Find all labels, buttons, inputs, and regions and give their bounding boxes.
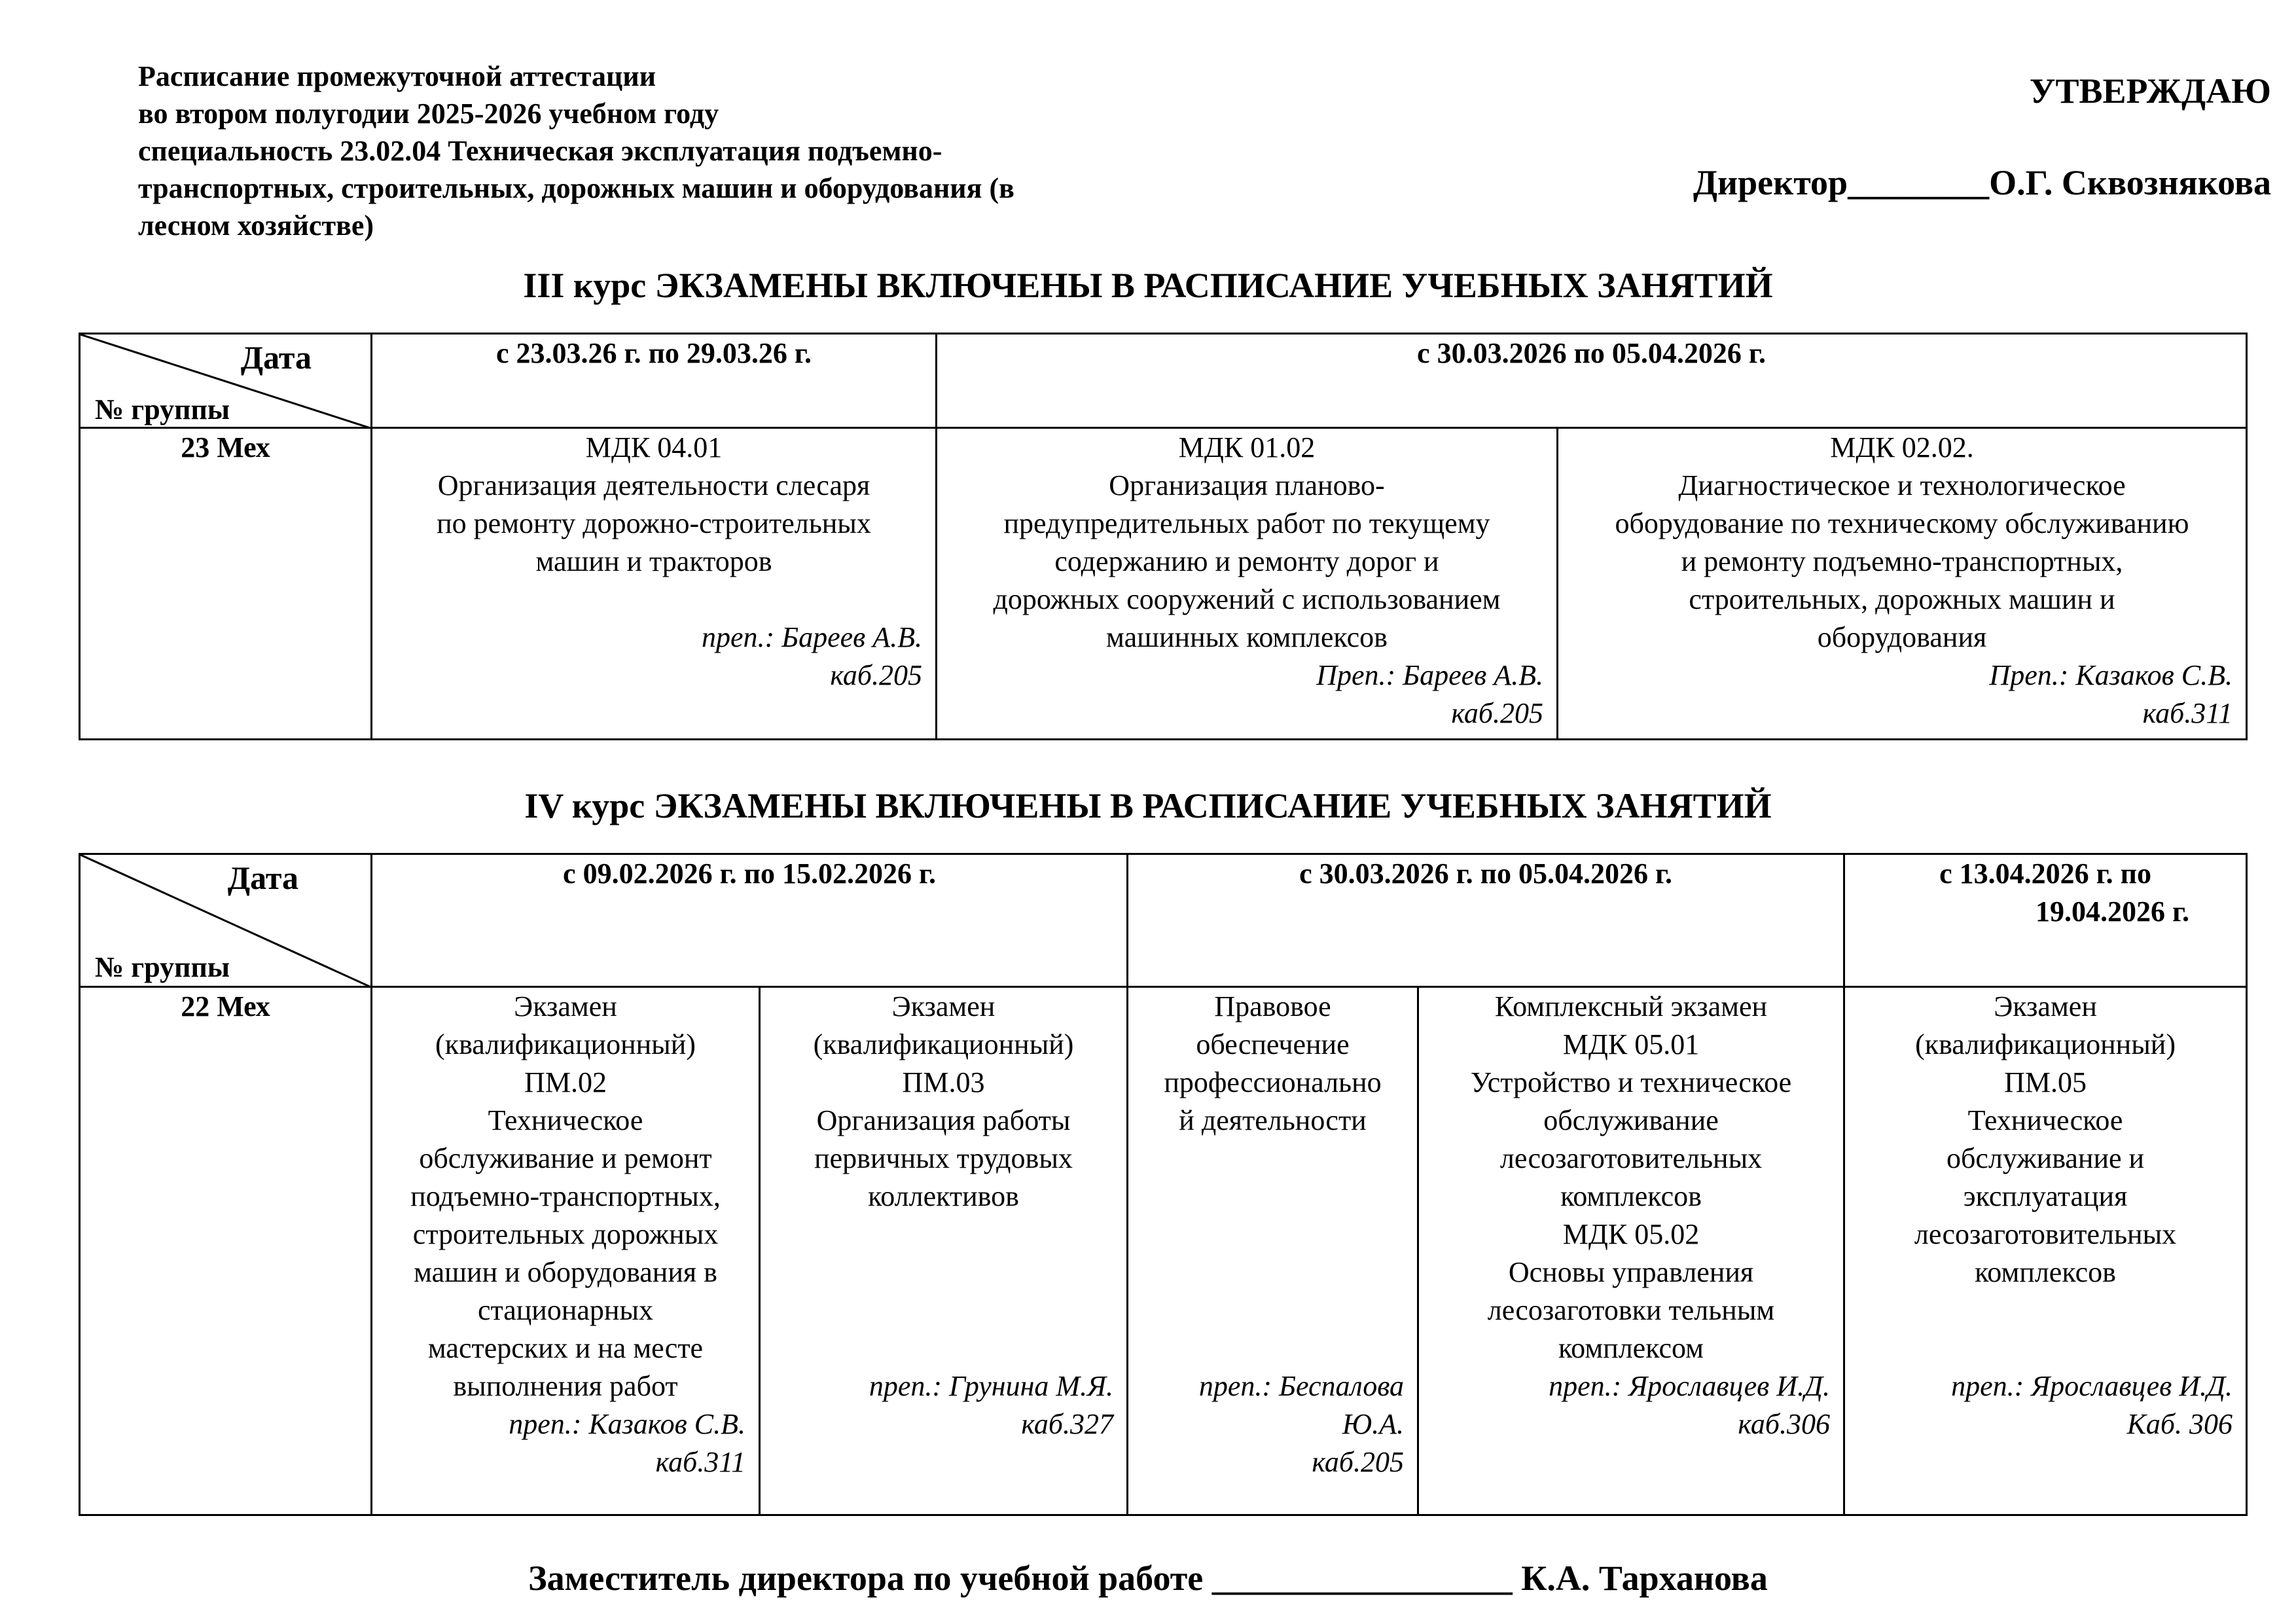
room: каб.311 (2142, 697, 2233, 729)
subject-line: предупредительных работ по текущему (1003, 507, 1490, 539)
group-name: 22 Мех (80, 987, 372, 1515)
subject-line: Основы управления (1508, 1256, 1754, 1288)
subject-line: профессионально (1164, 1066, 1382, 1098)
exam-cell (760, 987, 1128, 1515)
director-signature-line: Директор________О.Г. Сквознякова (1693, 163, 2271, 202)
subject-line: комплексов (1975, 1256, 2116, 1288)
room: каб.205 (830, 659, 922, 691)
period-line: 19.04.2026 г. (2036, 895, 2190, 928)
document-header (138, 58, 1198, 244)
teacher: преп.: Беспалова (1198, 1370, 1405, 1402)
subject-line: лесозаготовительных (1499, 1142, 1763, 1174)
subject-line: машинных комплексов (1106, 621, 1388, 653)
period-header: с 30.03.2026 по 05.04.2026 г. (937, 334, 2247, 428)
date-label: Дата (240, 339, 312, 376)
subject-line: оборудование по техническому обслуживанию (1615, 507, 2189, 539)
teacher: Преп.: Казаков С.В. (1989, 659, 2233, 691)
subject-line: МДК 05.02 (1562, 1218, 1700, 1250)
exam-cell (1128, 987, 1418, 1515)
room: Ю.А. (1342, 1408, 1405, 1440)
subject-line: и ремонту подъемно-транспортных, (1681, 545, 2123, 577)
room: каб.205 (1451, 697, 1543, 729)
subject-line: содержанию и ремонту дорог и (1054, 545, 1439, 577)
exam-cell (1844, 987, 2247, 1515)
subject-line: дорожных сооружений с использованием (993, 583, 1501, 615)
subject-line: лесозаготовки тельным (1487, 1294, 1775, 1326)
subject-line: комплексов (1560, 1180, 1702, 1212)
subject-line: Организация работы (816, 1104, 1071, 1136)
subject-line: ПМ.03 (902, 1066, 985, 1098)
subject-line: МДК 01.02 (1178, 431, 1316, 463)
subject-line: первичных трудовых (814, 1142, 1073, 1174)
course4-schedule-table (79, 853, 2248, 1516)
room: каб.205 (1312, 1446, 1405, 1478)
subject-line: стационарных (477, 1294, 654, 1326)
subject-line: Устройство и техническое (1470, 1066, 1792, 1098)
teacher: преп.: Ярославцев И.Д. (1549, 1370, 1831, 1402)
teacher: преп.: Грунина М.Я. (869, 1370, 1114, 1402)
subject-line: выполнения работ (453, 1370, 678, 1402)
subject-line: Диагностическое и технологическое (1678, 469, 2126, 501)
subject-line: строительных дорожных (412, 1218, 719, 1250)
subject-line: Организация деятельности слесаря (437, 469, 870, 501)
course3-title: III курс ЭКЗАМЕНЫ ВКЛЮЧЕНЫ В РАСПИСАНИЕ УЧЕБНЫХ ЗАНЯТИЙ (523, 266, 1773, 305)
header-line: лесном хозяйстве) (138, 209, 374, 242)
period-header: с 23.03.26 г. по 29.03.26 г. (372, 334, 937, 428)
subject-line: ПМ.02 (524, 1066, 607, 1098)
subject-line: (квалификационный) (813, 1028, 1074, 1060)
subject-line: строительных, дорожных машин и (1689, 583, 2115, 615)
subject-line: Правовое (1214, 990, 1331, 1022)
subject-line: обеспечение (1196, 1028, 1350, 1060)
subject-line: (квалификационный) (1915, 1028, 2176, 1060)
period-header: с 09.02.2026 г. по 15.02.2026 г. (372, 854, 1128, 987)
subject-line: оборудования (1817, 621, 1987, 653)
subject-line: й деятельности (1179, 1104, 1367, 1136)
group-label: № группы (95, 393, 230, 425)
subject-line: ПМ.05 (2004, 1066, 2087, 1098)
approve-stamp: УТВЕРЖДАЮ (2029, 71, 2271, 111)
subject-line: по ремонту дорожно-строительных (437, 507, 871, 539)
header-line: во втором полугодии 2025-2026 учебном году (138, 98, 719, 130)
subject-line: Экзамен (1994, 990, 2097, 1022)
exam-cell (1418, 987, 1844, 1515)
room: каб.327 (1021, 1408, 1114, 1440)
subject-line: эксплуатация (1963, 1180, 2128, 1212)
subject-line: МДК 04.01 (585, 431, 723, 463)
exam-cell (937, 428, 1558, 740)
room: каб.306 (1738, 1408, 1831, 1440)
subject-line: коллективов (868, 1180, 1019, 1212)
deputy-director-signature-line: Заместитель директора по учебной работе _________________ К.А. Тарханова (528, 1559, 1768, 1598)
room: Каб. 306 (2126, 1408, 2233, 1440)
subject-line: обслуживание и ремонт (419, 1142, 712, 1174)
subject-line: МДК 02.02. (1830, 431, 1974, 463)
period-header (1844, 854, 2247, 987)
exam-cell (372, 428, 937, 740)
exam-cell (1558, 428, 2247, 740)
group-name: 23 Мех (80, 428, 372, 740)
subject-line: обслуживание (1543, 1104, 1719, 1136)
header-line: транспортных, строительных, дорожных машин и оборудования (в (138, 172, 1014, 204)
teacher: преп.: Казаков С.В. (509, 1408, 745, 1440)
room: каб.311 (655, 1446, 745, 1478)
course3-schedule-table (79, 333, 2248, 740)
subject-line: МДК 05.01 (1562, 1028, 1700, 1060)
teacher: преп.: Ярославцев И.Д. (1951, 1370, 2233, 1402)
subject-line: лесозаготовительных (1914, 1218, 2177, 1250)
date-group-header (80, 854, 372, 987)
subject-line: мастерских и на месте (427, 1332, 704, 1364)
date-group-header (80, 334, 372, 428)
subject-line: Организация планово- (1109, 469, 1385, 501)
teacher: Преп.: Бареев А.В. (1316, 659, 1543, 691)
exam-cell (372, 987, 760, 1515)
subject-line: подъемно-транспортных, (410, 1180, 721, 1212)
subject-line: (квалификационный) (435, 1028, 696, 1060)
date-label: Дата (227, 859, 298, 896)
subject-line: Экзамен (514, 990, 617, 1022)
subject-line: обслуживание и (1946, 1142, 2145, 1174)
teacher: преп.: Бареев А.В. (701, 621, 922, 653)
subject-line: машин и оборудования в (414, 1256, 717, 1288)
subject-line: комплексом (1558, 1332, 1704, 1364)
header-line: специальность 23.02.04 Техническая эксплуатация подъемно- (138, 135, 942, 167)
period-line: с 13.04.2026 г. по (1939, 857, 2151, 890)
subject-line: Техническое (488, 1104, 643, 1136)
period-header: с 30.03.2026 г. по 05.04.2026 г. (1128, 854, 1844, 987)
group-label: № группы (95, 951, 230, 983)
subject-line: Техническое (1967, 1104, 2123, 1136)
subject-line: Экзамен (891, 990, 996, 1022)
subject-line: машин и тракторов (535, 545, 772, 577)
course4-title: IV курс ЭКЗАМЕНЫ ВКЛЮЧЕНЫ В РАСПИСАНИЕ УЧЕБНЫХ ЗАНЯТИЙ (524, 786, 1772, 825)
header-line: Расписание промежуточной аттестации (138, 60, 656, 92)
subject-line: Комплексный экзамен (1494, 990, 1768, 1022)
